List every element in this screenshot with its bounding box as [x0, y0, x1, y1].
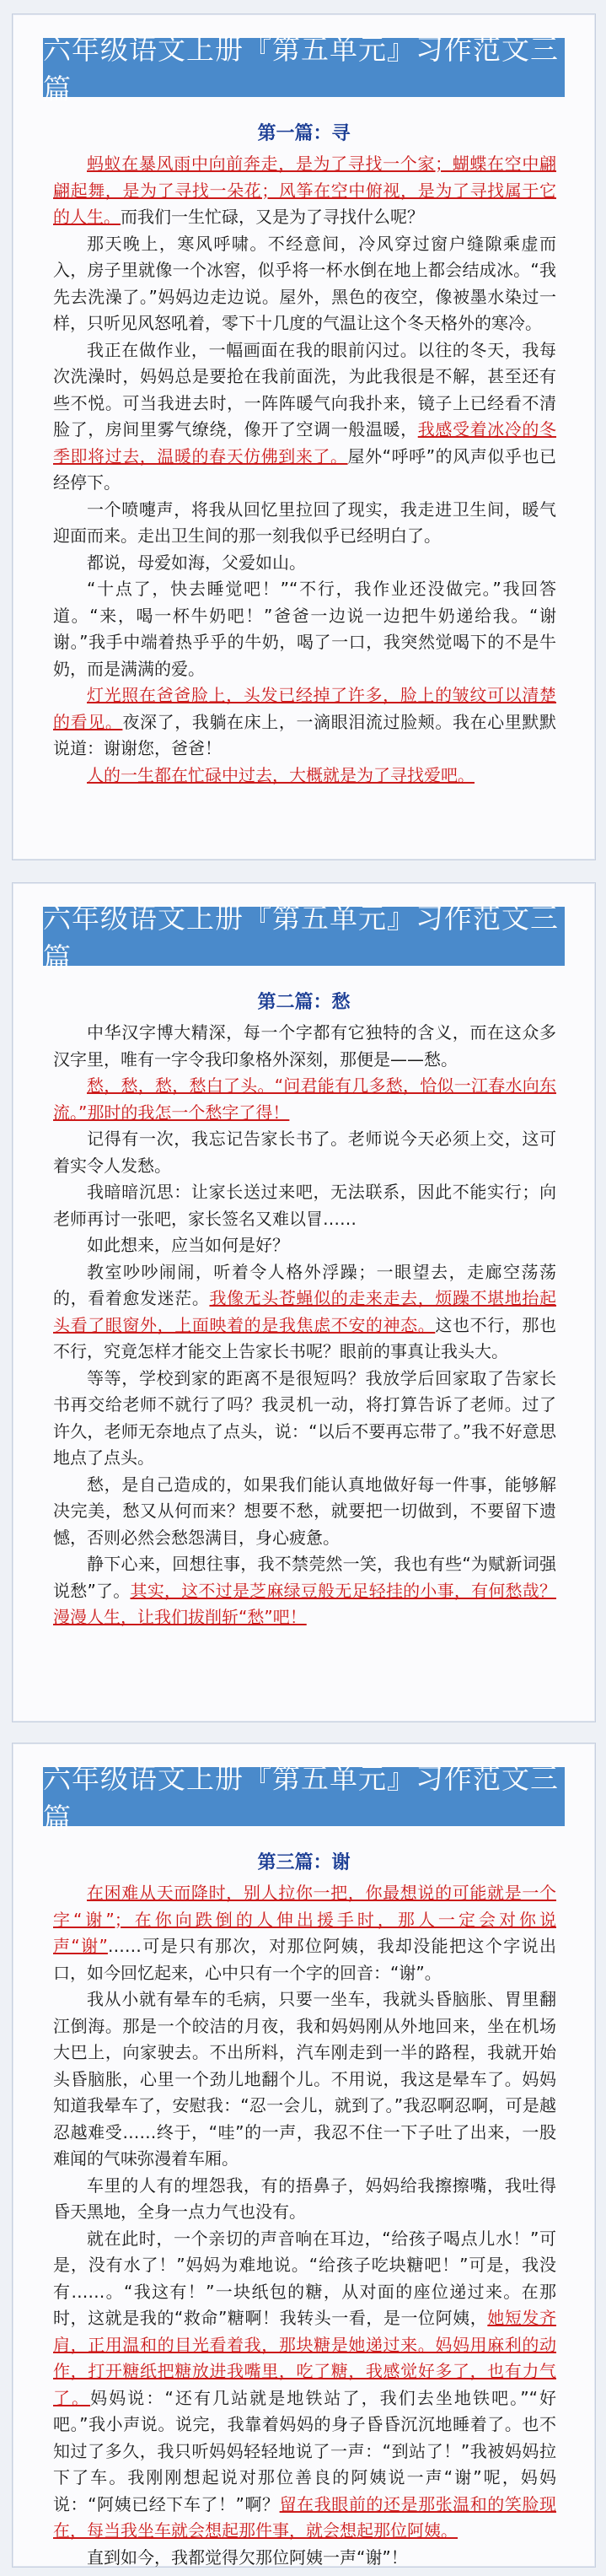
- paragraph-text: ……可是只有那次，对那位阿姨，我却没能把这个字说出口，如今回忆起来，心中只有一个字的回音：“谢”。: [53, 1936, 557, 1983]
- highlighted-text: 灯光照在爸爸脸上，头发已经掉了许多，脸上的皱纹可以清楚的看见。: [53, 685, 556, 732]
- essay-paragraph: [53, 231, 556, 337]
- highlighted-text: 蚂蚁在暴风雨中向前奔走，是为了寻找一个家；蝴蝶在空中翩翩起舞，是为了寻找一朵花；风筝在空中俯视，是为了寻找属于它的人生。: [53, 154, 556, 227]
- paragraph-text: 一个喷嚏声，将我从回忆里拉回了现实，我走进卫生间，暖气迎面而来。走出卫生间的那一刻我似乎已经明白了。: [53, 498, 556, 546]
- paragraph-text: 那天晚上，寒风呼啸。不经意间，冷风穿过窗户缝隙乘虚而入，房子里就像一个冰窖，似乎将一杯水倒在地上都会结成冰。“我先去洗澡了。”妈妈边走边说。屋外，黑色的夜空，像被墨水染过一样，只听见风怒吼着，零下十几度的气温让这个冬天格外的寒冷。: [53, 233, 556, 333]
- essay-paragraph: [53, 576, 556, 682]
- essay-paragraph: [53, 1126, 556, 1179]
- essay-paragraph: [53, 1472, 556, 1552]
- essay-card-2: [12, 882, 596, 1722]
- essay-paragraph: [53, 151, 556, 231]
- essay-body: [53, 1880, 556, 2571]
- paragraph-text: 车里的人有的埋怨我，有的捂鼻子，妈妈给我擦擦嘴，我吐得昏天黑地，全身一点力气也没有。: [53, 2175, 556, 2222]
- paragraph-text: 直到如今，我都觉得欠那位阿姨一声“谢”！: [87, 2546, 408, 2568]
- paragraph-text: 中华汉字博大精深，每一个字都有它独特的含义，而在这众多汉字里，唯有一字令我印象格外深刻，那便是——愁。: [53, 1022, 556, 1070]
- paragraph-text: 这也不行，那也不行，究竟怎样才能交上告家长书呢？眼前的事真让我头大。: [53, 1314, 557, 1361]
- banner-title: 六年级语文上册『第五单元』习作范文三篇: [43, 38, 565, 97]
- essay-paragraph: [53, 1880, 556, 1986]
- highlighted-text: 其实，这不过是芝麻绿豆般无足轻挂的小事，有何愁哉？漫漫人生，让我们拔削斩“愁”吧！: [53, 1580, 556, 1627]
- paragraph-text: 屋外“呼呼”的风声似乎也已经停下。: [53, 445, 556, 493]
- paragraph-text: 我从小就有晕车的毛病，只要一坐车，我就头昏脑胀、胃里翻江倒海。那是一个皎洁的月夜，我和妈妈刚从外地回来，坐在机场大巴上，向家驶去。不出所料，汽车刚走到一半的路程，我就开始头昏脑胀，心里一个劲儿地翻个儿。不用说，我这是晕车了。妈妈知道我晕车了，安慰我：“忍一会儿，就到了。”我忍啊忍啊，可是越忍越难受……终于，“哇”的一声，我忍不住一下子吐了出来，一股难闻的气味弥漫着车厢。: [53, 1989, 556, 2169]
- essay-paragraph: [53, 1986, 556, 2173]
- highlighted-text: 留在我眼前的还是那张温和的笑脸现在，每当我坐车就会想起那件事，就会想起那位阿姨。: [53, 2493, 556, 2541]
- essay-paragraph: [53, 2173, 556, 2226]
- paragraph-text: 而我们一生忙碌，又是为了寻找什么呢？: [121, 207, 424, 227]
- essay-title: 第二篇：愁: [257, 992, 351, 1013]
- essay-body: [53, 151, 556, 789]
- banner-title: 六年级语文上册『第五单元』习作范文三篇: [43, 1767, 565, 1826]
- paragraph-text: 都说，母爱如海，父爱如山。: [87, 552, 306, 573]
- paragraph-text: 我暗暗沉思：让家长送过来吧，无法联系，因此不能实行；向老师再讨一张吧，家长签名又难以冒……: [53, 1182, 556, 1229]
- paragraph-text: 教室吵吵闹闹，听着令人格外浮躁；一眼望去，走廊空荡荡的，看着愈发迷茫。: [53, 1261, 556, 1308]
- essay-paragraph: [53, 1551, 556, 1631]
- essay-card-3: [12, 1743, 596, 2568]
- highlighted-text: 愁，愁，愁，愁白了头。“问君能有几多愁，恰似一江春水向东流。”那时的我怎一个愁字了得！: [53, 1075, 556, 1123]
- paragraph-text: 静下心来，回想往事，我不禁莞然一笑，我也有些“为赋新词强说愁”了。: [53, 1554, 556, 1601]
- essay-paragraph: [53, 2226, 556, 2545]
- essay-paragraph: [53, 1073, 556, 1126]
- essay-paragraph: [53, 497, 556, 550]
- banner-title: 六年级语文上册『第五单元』习作范文三篇: [43, 907, 565, 966]
- paragraph-text: 等等，学校到家的距离不是很短吗？我放学后回家取了告家长书再交给老师不就行了吗？我灵机一动，将打算告诉了老师。过了许久，老师无奈地点了点头，说：“以后不要再忘带了。”我不好意思地点了点头。: [53, 1367, 556, 1468]
- essay-paragraph: [53, 337, 556, 497]
- essay-paragraph: [53, 1366, 556, 1472]
- paragraph-text: 愁，是自己造成的，如果我们能认真地做好每一件事，能够解决完美，愁又从何而来？想要不愁，就要把一切做到，不要留下遗憾，否则必然会愁怨满目，身心疲惫。: [53, 1474, 556, 1548]
- highlighted-text: 我感受着冰冷的冬季即将过去，温暖的春天仿佛到来了。: [53, 419, 557, 466]
- paragraph-text: 妈妈说：“还有几站就是地铁站了，我们去坐地铁吧。”“好吧。”我小声说。说完，我靠着妈妈的身子昏昏沉沉地睡着了。也不知过了多久，我只听妈妈轻轻地说了一声：“到站了！”我被妈妈拉下了车。我刚刚想起说对那位善良的阿姨说一声“谢”呢，妈妈说：“阿姨已经下车了！”啊？: [53, 2387, 557, 2514]
- highlighted-text: 人的一生都在忙碌中过去，大概就是为了寻找爱吧。: [87, 764, 475, 785]
- paragraph-text: 夜深了，我躺在床上，一滴眼泪流过脸颊。我在心里默默说道：谢谢您，爸爸！: [53, 711, 557, 758]
- paragraph-text: 记得有一次，我忘记告家长书了。老师说今天必须上交，这可着实令人发愁。: [53, 1129, 556, 1176]
- essay-paragraph: [53, 1020, 556, 1073]
- highlighted-text: 在困难从天而降时，别人拉你一把，你最想说的可能就是一个字“谢”；在你向跌倒的人伸出援手时，那人一定会对你说声“谢”: [53, 1883, 556, 1956]
- essay-paragraph: [53, 2545, 556, 2572]
- paragraph-text: 如此想来，应当如何是好？: [87, 1235, 289, 1255]
- essay-paragraph: [53, 1179, 556, 1232]
- essay-paragraph: [53, 682, 556, 763]
- essay-card-1: [12, 13, 596, 860]
- paragraph-text: “十点了，快去睡觉吧！”“不行，我作业还没做完。”我回答道。“来，喝一杯牛奶吧！”爸爸一边说一边把牛奶递给我。“谢谢。”我手中端着热乎乎的牛奶，喝了一口，我突然觉喝下的不是牛奶，而是满满的爱。: [53, 579, 556, 679]
- highlighted-text: 她短发齐肩，正用温和的目光看着我，那块糖是她递过来。妈妈用麻利的动作，打开糖纸把糖放进我嘴里，吃了糖，我感觉好多了，也有力气了。: [53, 2308, 556, 2408]
- essay-title: 第一篇：寻: [257, 123, 351, 144]
- essay-paragraph: [53, 763, 556, 790]
- highlighted-text: 我像无头苍蝇似的走来走去，烦躁不堪地抬起头看了眼窗外，上面映着的是我焦虑不安的神态。: [53, 1288, 557, 1335]
- paragraph-text: 我正在做作业，一幅画面在我的眼前闪过。以往的冬天，我每次洗澡时，妈妈总是要抢在我前面洗，为此我很是不解，甚至还有些不悦。可当我进去时，一阵阵暖气向我扑来，镜子上已经看不清脸了，房间里雾气缭绕，像开了空调一般温暖，: [53, 339, 556, 439]
- essay-paragraph: [53, 1232, 556, 1259]
- essay-paragraph: [53, 550, 556, 577]
- paragraph-text: 就在此时，一个亲切的声音响在耳边，“给孩子喝点儿水！”可是，没有水了！”妈妈为难地说。“给孩子吃块糖吧！”可是，我没有……。“我这有！”一块纸包的糖，从对面的座位递过来。在那时，这就是我的“救命”糖啊！我转头一看，是一位阿姨，: [53, 2228, 556, 2328]
- essay-body: [53, 1020, 556, 1631]
- essay-paragraph: [53, 1259, 556, 1366]
- essay-title: 第三篇：谢: [257, 1852, 351, 1873]
